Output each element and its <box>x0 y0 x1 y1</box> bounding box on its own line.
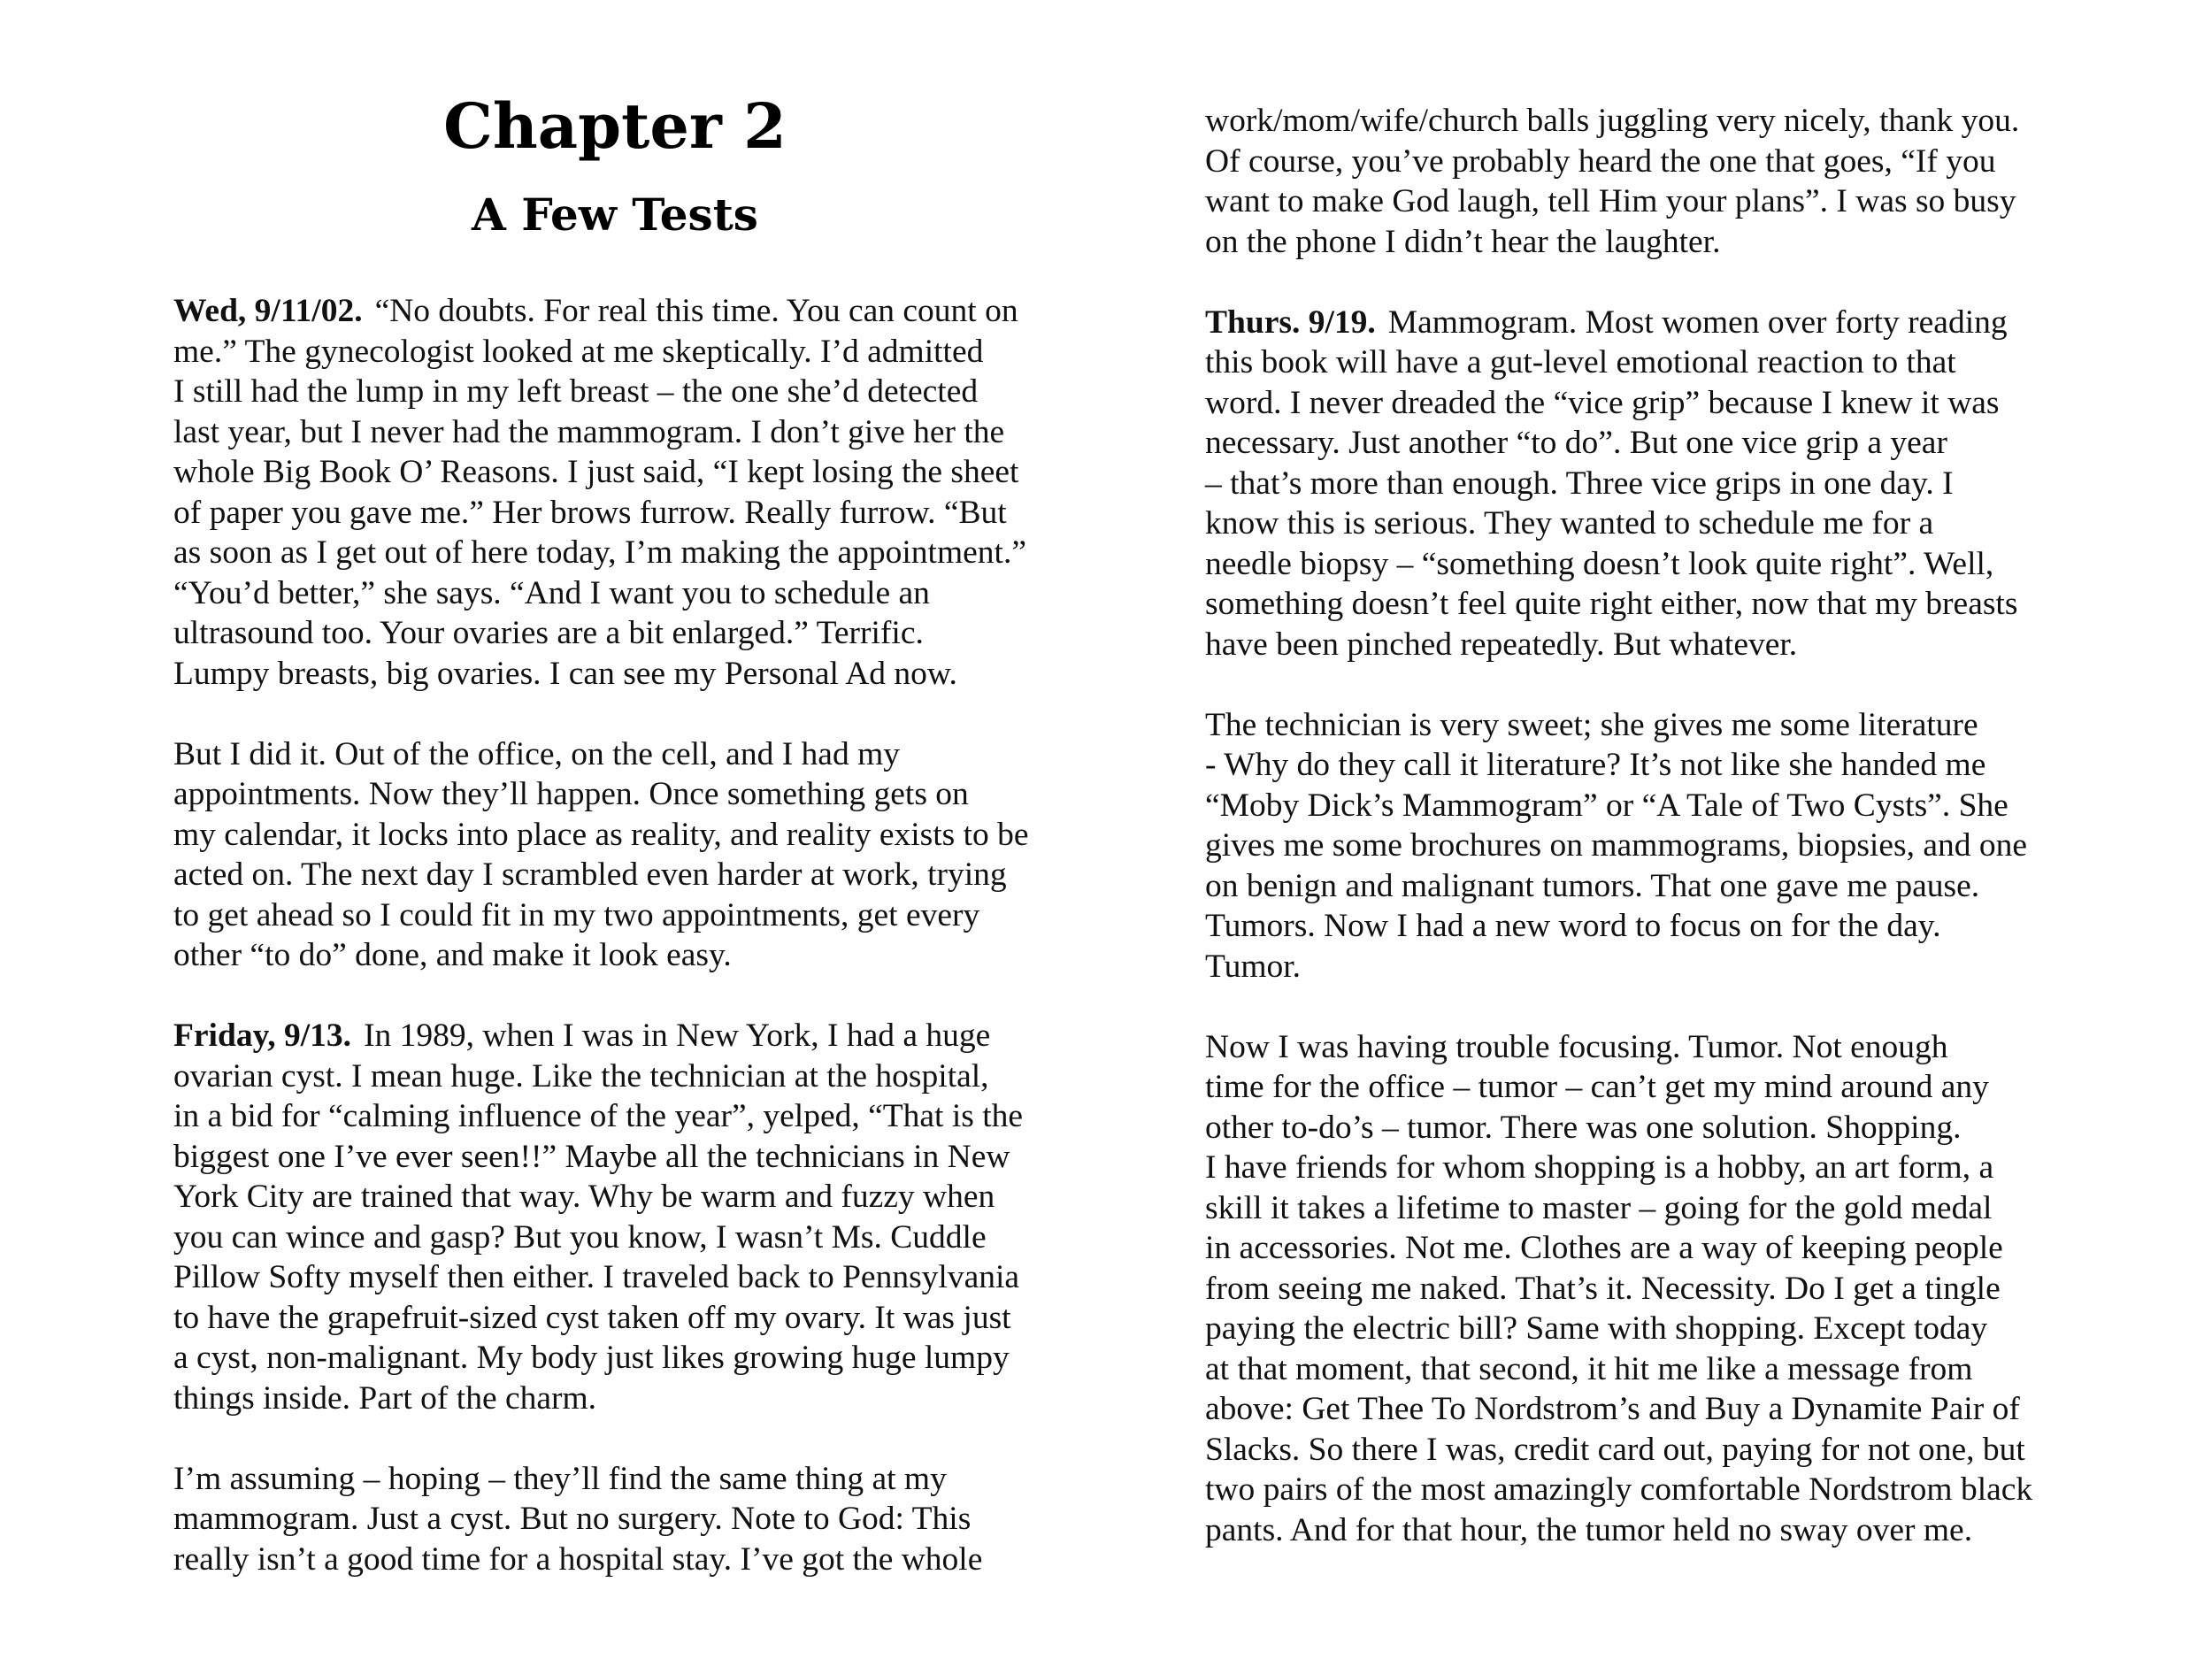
diary-date-heading: Thurs. 9/19. <box>1205 303 1376 341</box>
text-line: Pillow Softy myself then either. I traveled back to Pennsylvania <box>173 1259 1020 1295</box>
text-line: you can wince and gasp? But you know, I wasn’t Ms. Cuddle <box>173 1218 987 1256</box>
text-line: Of course, you’ve probably heard the one that goes, “If you <box>1205 142 1996 180</box>
text-line: appointments. Now they’ll happen. Once something gets on <box>173 776 969 812</box>
text-line: time for the office – tumor – can’t get my mind around any <box>1205 1069 1989 1105</box>
text-line: other to-do’s – tumor. There was one solution. Shopping. <box>1205 1109 1962 1146</box>
text-line: – that’s more than enough. Three vice grips in one day. I <box>1205 465 1954 502</box>
paragraph-gap <box>173 1418 1029 1459</box>
diary-date-heading: Friday, 9/13. <box>173 1018 352 1054</box>
text-line: other “to do” done, and make it look easy. <box>173 937 732 973</box>
right-page-text <box>1205 101 2032 1550</box>
text-line: things inside. Part of the charm. <box>173 1379 597 1417</box>
text-line: at that moment, that second, it hit me like a message from <box>1205 1350 1973 1387</box>
text-line: Tumor. <box>1205 948 1302 985</box>
text-line: acted on. The next day I scrambled even harder at work, trying <box>173 856 1007 893</box>
text-line: “You’d better,” she says. “And I want you to schedule an <box>173 574 930 611</box>
text-line: as soon as I get out of here today, I’m making the appointment.” <box>173 534 1026 571</box>
text-line: from seeing me naked. That’s it. Necessity. Do I get a tingle <box>1205 1270 2001 1307</box>
paragraph-gap <box>1205 987 2032 1027</box>
text-line: above: Get Thee To Nordstrom’s and Buy a Dynamite Pair of <box>1205 1391 2020 1427</box>
text-line: ovarian cyst. I mean huge. Like the technician at the hospital, <box>173 1057 989 1094</box>
text-line: Wed, 9/11/02. “No doubts. For real this time. You can count on <box>173 293 1018 329</box>
text-line: this book will have a gut-level emotional reaction to that <box>1205 344 1956 380</box>
text-line: gives me some brochures on mammograms, biopsies, and one <box>1205 827 2027 864</box>
text-line: paying the electric bill? Same with shopping. Except today <box>1205 1310 1988 1347</box>
text-line: York City are trained that way. Why be warm and fuzzy when <box>173 1179 995 1215</box>
text-line: work/mom/wife/church balls juggling very nicely, thank you. <box>1205 103 2020 139</box>
text-line: But I did it. Out of the office, on the cell, and I had my <box>173 735 900 772</box>
text-line: Slacks. So there I was, credit card out, paying for not one, but <box>1205 1431 2025 1468</box>
text-line: in a bid for “calming influence of the year”, yelped, “That is the <box>173 1098 1024 1134</box>
text-line: have been pinched repeatedly. But whatever. <box>1205 626 1798 663</box>
text-line: necessary. Just another “to do”. But one vice grip a year <box>1205 425 1947 461</box>
diary-date-heading: Wed, 9/11/02. <box>173 293 363 329</box>
text-line: word. I never dreaded the “vice grip” because I knew it was <box>1205 384 2000 421</box>
text-line: Tumors. Now I had a new word to focus on for the day. <box>1205 908 1941 944</box>
paragraph-gap <box>1205 262 2032 303</box>
text-line: two pairs of the most amazingly comfortable Nordstrom black <box>1205 1471 2033 1508</box>
text-line: “Moby Dick’s Mammogram” or “A Tale of Two Cysts”. She <box>1205 787 2008 824</box>
text-line: me.” The gynecologist looked at me skeptically. I’d admitted <box>173 333 984 370</box>
text-line: Lumpy breasts, big ovaries. I can see my Personal Ad now. <box>173 655 957 692</box>
text-line: needle biopsy – “something doesn’t look quite right”. Well, <box>1205 545 1994 582</box>
text-line: whole Big Book O’ Reasons. I just said, “I kept losing the sheet <box>173 454 1019 490</box>
text-line: on the phone I didn’t hear the laughter. <box>1205 223 1721 260</box>
paragraph-gap <box>173 976 1029 1017</box>
text-line: a cyst, non-malignant. My body just likes growing huge lumpy <box>173 1340 1010 1376</box>
text-line: to have the grapefruit-sized cyst taken off my ovary. It was just <box>173 1299 1011 1336</box>
chapter-subtitle: A Few Tests <box>472 188 758 241</box>
text-line: I still had the lump in my left breast – the one she’d detected <box>173 373 979 410</box>
text-line: to get ahead so I could fit in my two appointments, get every <box>173 896 980 933</box>
text-line: in accessories. Not me. Clothes are a way of keeping people <box>1205 1230 2003 1266</box>
text-line: ultrasound too. Your ovaries are a bit enlarged.” Terrific. <box>173 615 924 651</box>
text-line: biggest one I’ve ever seen!!” Maybe all the technicians in New <box>173 1138 1010 1175</box>
text-line: want to make God laugh, tell Him your plans”. I was so busy <box>1205 183 2016 219</box>
text-line: know this is serious. They wanted to schedule me for a <box>1205 505 1934 541</box>
text-line: I’m assuming – hoping – they’ll find the same thing at my <box>173 1460 947 1497</box>
text-line: on benign and malignant tumors. That one gave me pause. <box>1205 867 1980 904</box>
chapter-title: Chapter 2 <box>443 89 787 163</box>
text-line: The technician is very sweet; she gives me some literature <box>1205 706 1978 743</box>
text-line: of paper you gave me.” Her brows furrow. Really furrow. “But <box>173 494 1007 531</box>
text-line: my calendar, it locks into place as reality, and reality exists to be <box>173 816 1029 853</box>
left-page-text <box>173 291 1029 1579</box>
text-line: pants. And for that hour, the tumor held no sway over me. <box>1205 1511 1973 1548</box>
text-line: I have friends for whom shopping is a hobby, an art form, a <box>1205 1149 1994 1186</box>
paragraph-gap <box>173 694 1029 734</box>
text-line: something doesn’t feel quite right either, now that my breasts <box>1205 586 2018 622</box>
text-line: skill it takes a lifetime to master – going for the gold medal <box>1205 1189 1993 1226</box>
text-line: Thurs. 9/19. Mammogram. Most women over forty reading <box>1205 303 2008 341</box>
text-line: - Why do they call it literature? It’s not like she handed me <box>1205 747 1986 783</box>
text-line: Friday, 9/13. In 1989, when I was in New York, I had a huge <box>173 1018 991 1054</box>
text-line: really isn’t a good time for a hospital stay. I’ve got the whole <box>173 1540 983 1578</box>
text-line: last year, but I never had the mammogram. I don’t give her the <box>173 413 1005 450</box>
paragraph-gap <box>1205 664 2032 705</box>
text-line: Now I was having trouble focusing. Tumor. Not enough <box>1205 1028 1948 1065</box>
text-line: mammogram. Just a cyst. But no surgery. Note to God: This <box>173 1501 972 1537</box>
